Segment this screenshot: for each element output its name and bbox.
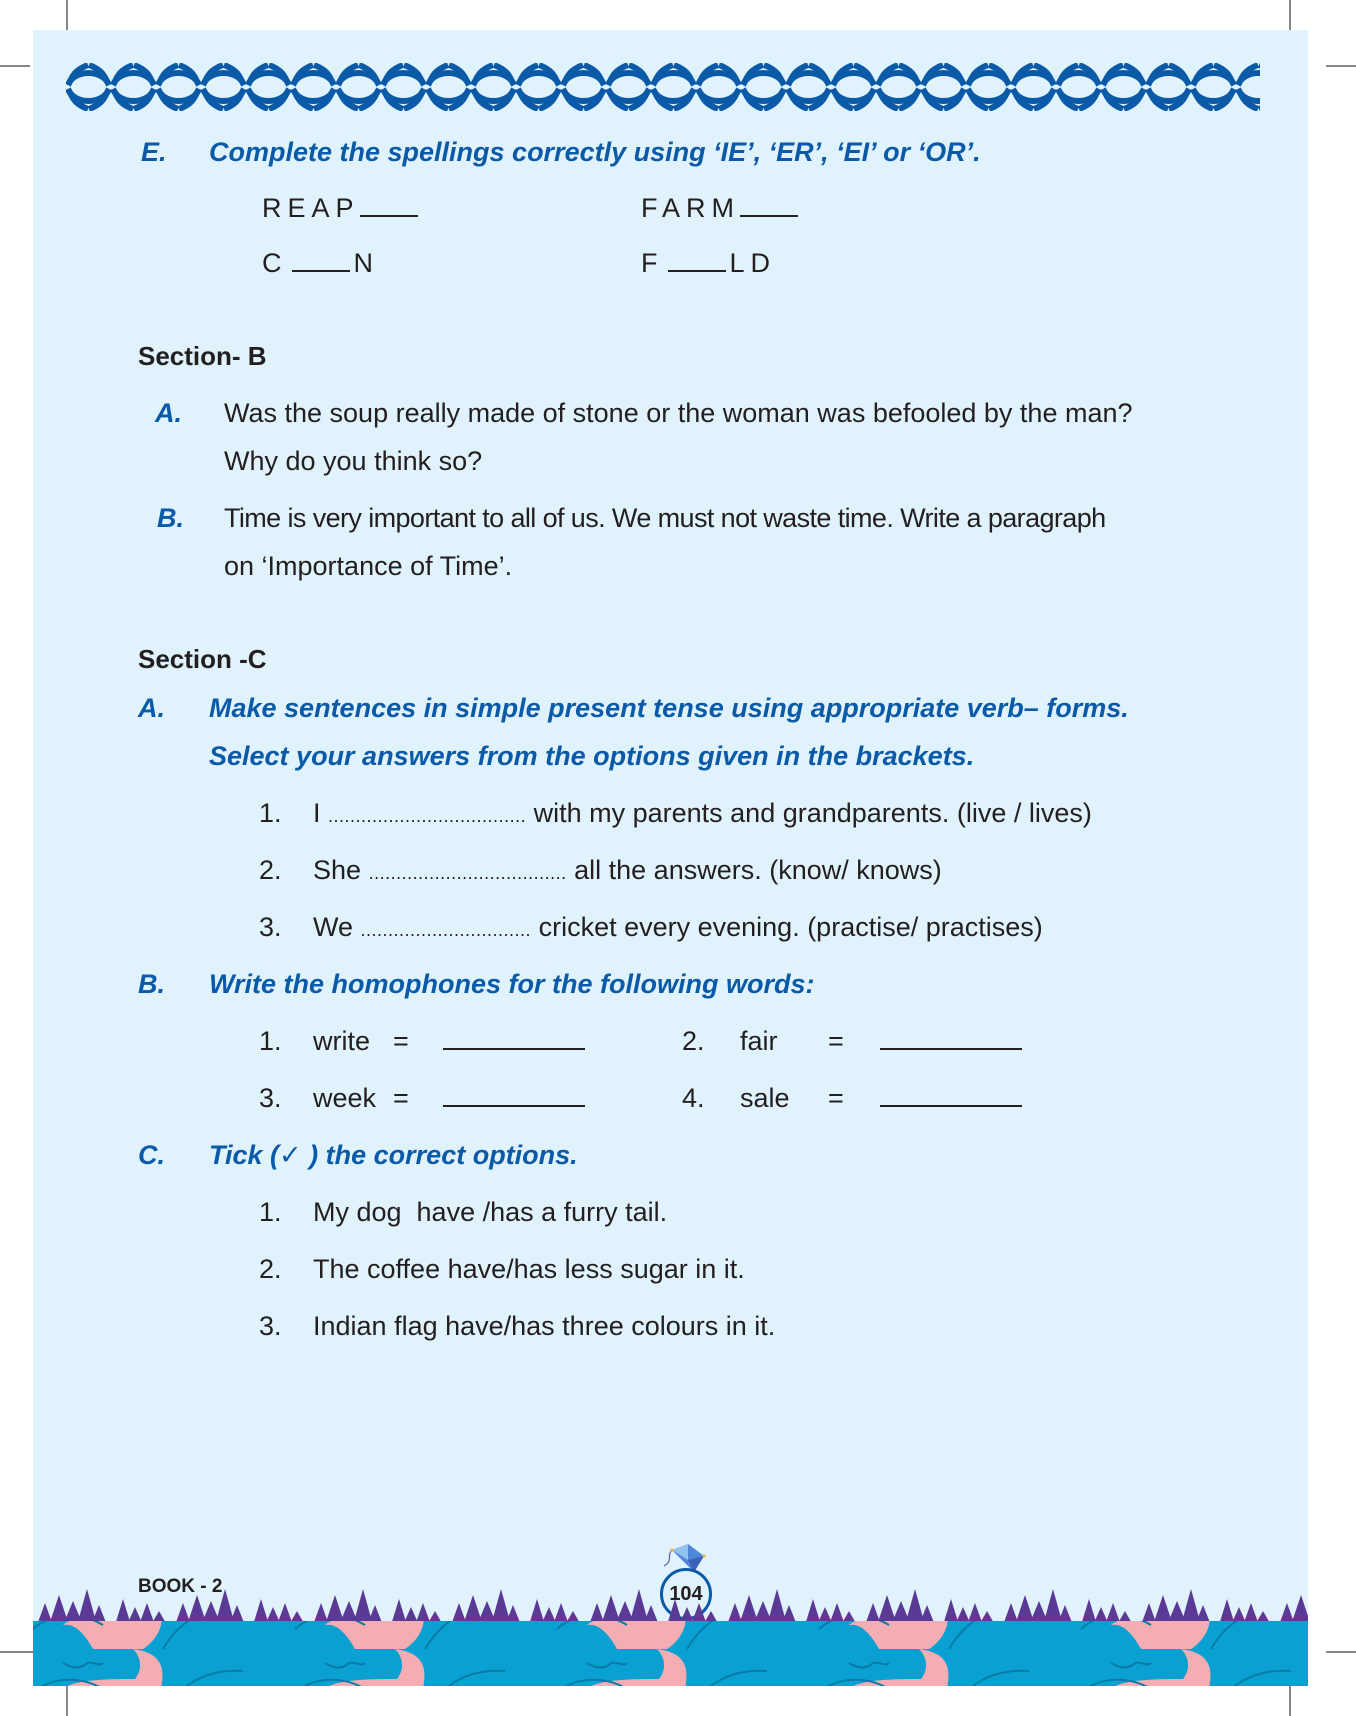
question-letter: B. [138, 969, 165, 999]
answer-blank[interactable] [292, 270, 350, 272]
crop-mark [1326, 65, 1356, 67]
dotted-answer-line[interactable]: ............................... [360, 920, 532, 940]
question-instruction: Tick (✓ ) the correct options. [209, 1140, 578, 1170]
tick-option-item: 1. My dog have /has a furry tail. [259, 1197, 668, 1227]
answer-blank[interactable] [443, 1105, 585, 1107]
fill-blank-item: 2. She .................................... all the answers. (know/ knows) [259, 855, 942, 885]
answer-blank[interactable] [668, 270, 726, 272]
question-text: Time is very important to all of us. We must not waste time. Write a paragraph [224, 503, 1106, 533]
spelling-word: FARM [641, 193, 798, 224]
fill-blank-item: 3. We ............................... cricket every evening. (practise/ practises) [259, 912, 1043, 942]
question-letter: A. [138, 693, 165, 723]
question-instruction: Select your answers from the options given in the brackets. [209, 741, 975, 771]
section-title: Section- B [138, 341, 267, 371]
answer-blank[interactable] [360, 215, 418, 217]
crop-mark [1326, 1651, 1356, 1653]
question-instruction: Make sentences in simple present tense using appropriate verb– forms. [209, 693, 1129, 723]
homophone-item: 2. fair = [682, 1026, 1022, 1057]
question-instruction: Write the homophones for the following words: [209, 969, 815, 999]
crop-mark [1289, 0, 1291, 30]
crop-mark [0, 1651, 33, 1653]
answer-blank[interactable] [740, 215, 798, 217]
dotted-answer-line[interactable]: .................................... [368, 863, 567, 883]
dotted-answer-line[interactable]: .................................... [328, 806, 527, 826]
answer-blank[interactable] [880, 1105, 1022, 1107]
spelling-word: REAP [262, 193, 418, 224]
question-letter: E. [141, 137, 167, 167]
crop-mark [66, 1686, 68, 1716]
section-title: Section -C [138, 644, 267, 674]
spelling-word: F LD [641, 248, 777, 278]
fill-blank-item: 1. I .................................... with my parents and grandparents. (live / lives) [259, 798, 1092, 828]
question-letter: C. [138, 1140, 165, 1170]
crop-mark [0, 65, 30, 67]
question-text: Why do you think so? [224, 446, 483, 476]
crop-mark [66, 0, 68, 30]
answer-blank[interactable] [443, 1048, 585, 1050]
question-text: Was the soup really made of stone or the woman was befooled by the man? [224, 398, 1133, 428]
tick-option-item: 3. Indian flag have/has three colours in it. [259, 1311, 776, 1341]
homophone-item: 3. week = [259, 1083, 585, 1114]
question-letter: A. [155, 398, 182, 428]
landscape-footer-illustration-icon [33, 1585, 1308, 1686]
question-text: on ‘Importance of Time’. [224, 551, 513, 581]
question-letter: B. [157, 503, 184, 533]
decorative-border-pattern-icon [66, 63, 1260, 111]
workbook-page [33, 30, 1308, 1686]
tick-option-item: 2. The coffee have/has less sugar in it. [259, 1254, 745, 1284]
crop-mark [1289, 1686, 1291, 1716]
homophone-item: 4. sale = [682, 1083, 1022, 1114]
question-instruction: Complete the spellings correctly using ‘IE’, ‘ER’, ‘EI’ or ‘OR’. [209, 137, 981, 167]
answer-blank[interactable] [880, 1048, 1022, 1050]
homophone-item: 1. write = [259, 1026, 585, 1057]
spelling-word: C N [262, 248, 379, 278]
